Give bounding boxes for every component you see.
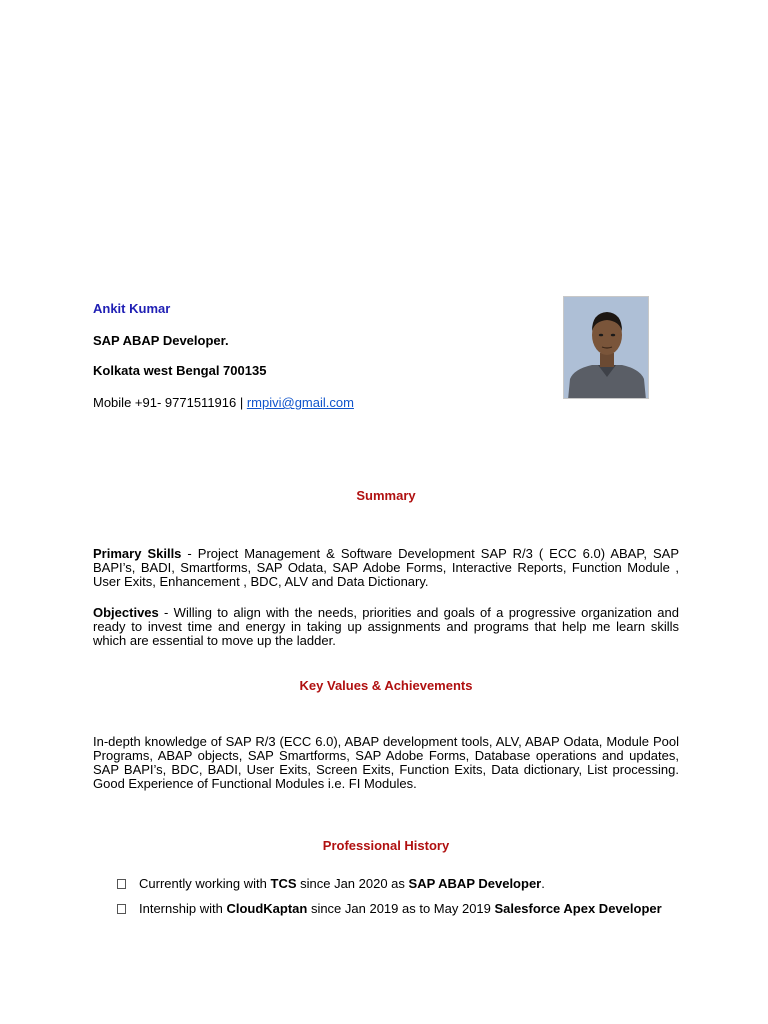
primary-skills-text: - Project Management & Software Development SAP R/3 ( ECC 6.0) ABAP, SAP BAPI’s, BADI, Smartforms, SAP Odata, SAP Adobe Forms, Interactive Reports, Function Module , User Exits, Enhancement , BDC, ALV and Data Dictionary. [93, 546, 679, 589]
portrait-illustration [564, 297, 649, 399]
email-link[interactable]: rmpivi@gmail.com [246, 395, 354, 410]
job-title: SAP ABAP Developer. [93, 333, 229, 348]
key-values-paragraph: In-depth knowledge of SAP R/3 (ECC 6.0), ABAP development tools, ALV, ABAP Odata, Module Pool Programs, ABAP objects, SAP Smartforms, SAP Adobe Forms, Database operations and updates, SAP BAPI’s, BDC, BADI, User Exits, Screen Exits, Function Exits, Data dictionary, List processing. Good Experience of Functional Modules i.e. FI Modules. [93, 734, 679, 791]
history-item [117, 876, 545, 891]
summary-heading: Summary [356, 488, 416, 503]
primary-skills-label: Primary Skills [93, 546, 182, 561]
key-values-heading: Key Values & Achievements [299, 678, 473, 693]
history-item-text: Currently working with TCS since Jan 2020 as SAP ABAP Developer. [139, 876, 545, 891]
primary-skills-paragraph [93, 547, 679, 589]
profile-photo [563, 296, 649, 399]
contact-line [93, 395, 354, 410]
objectives-paragraph [93, 606, 679, 648]
history-item-text: Internship with CloudKaptan since Jan 2019 as to May 2019 Salesforce Apex Developer [139, 901, 662, 916]
objectives-text: - Willing to align with the needs, priorities and goals of a progressive organization and ready to invest time and energy in taking up assignments and programs that help me learn skills which are essential to move up the ladder. [93, 605, 679, 648]
location: Kolkata west Bengal 700135 [93, 363, 267, 378]
history-item [117, 901, 662, 916]
bullet-icon [117, 879, 126, 889]
bullet-icon [117, 904, 126, 914]
objectives-label: Objectives [93, 605, 159, 620]
professional-history-heading: Professional History [322, 838, 450, 853]
candidate-name: Ankit Kumar [93, 301, 171, 316]
mobile-text: Mobile +91- 9771511916 | [93, 395, 247, 410]
